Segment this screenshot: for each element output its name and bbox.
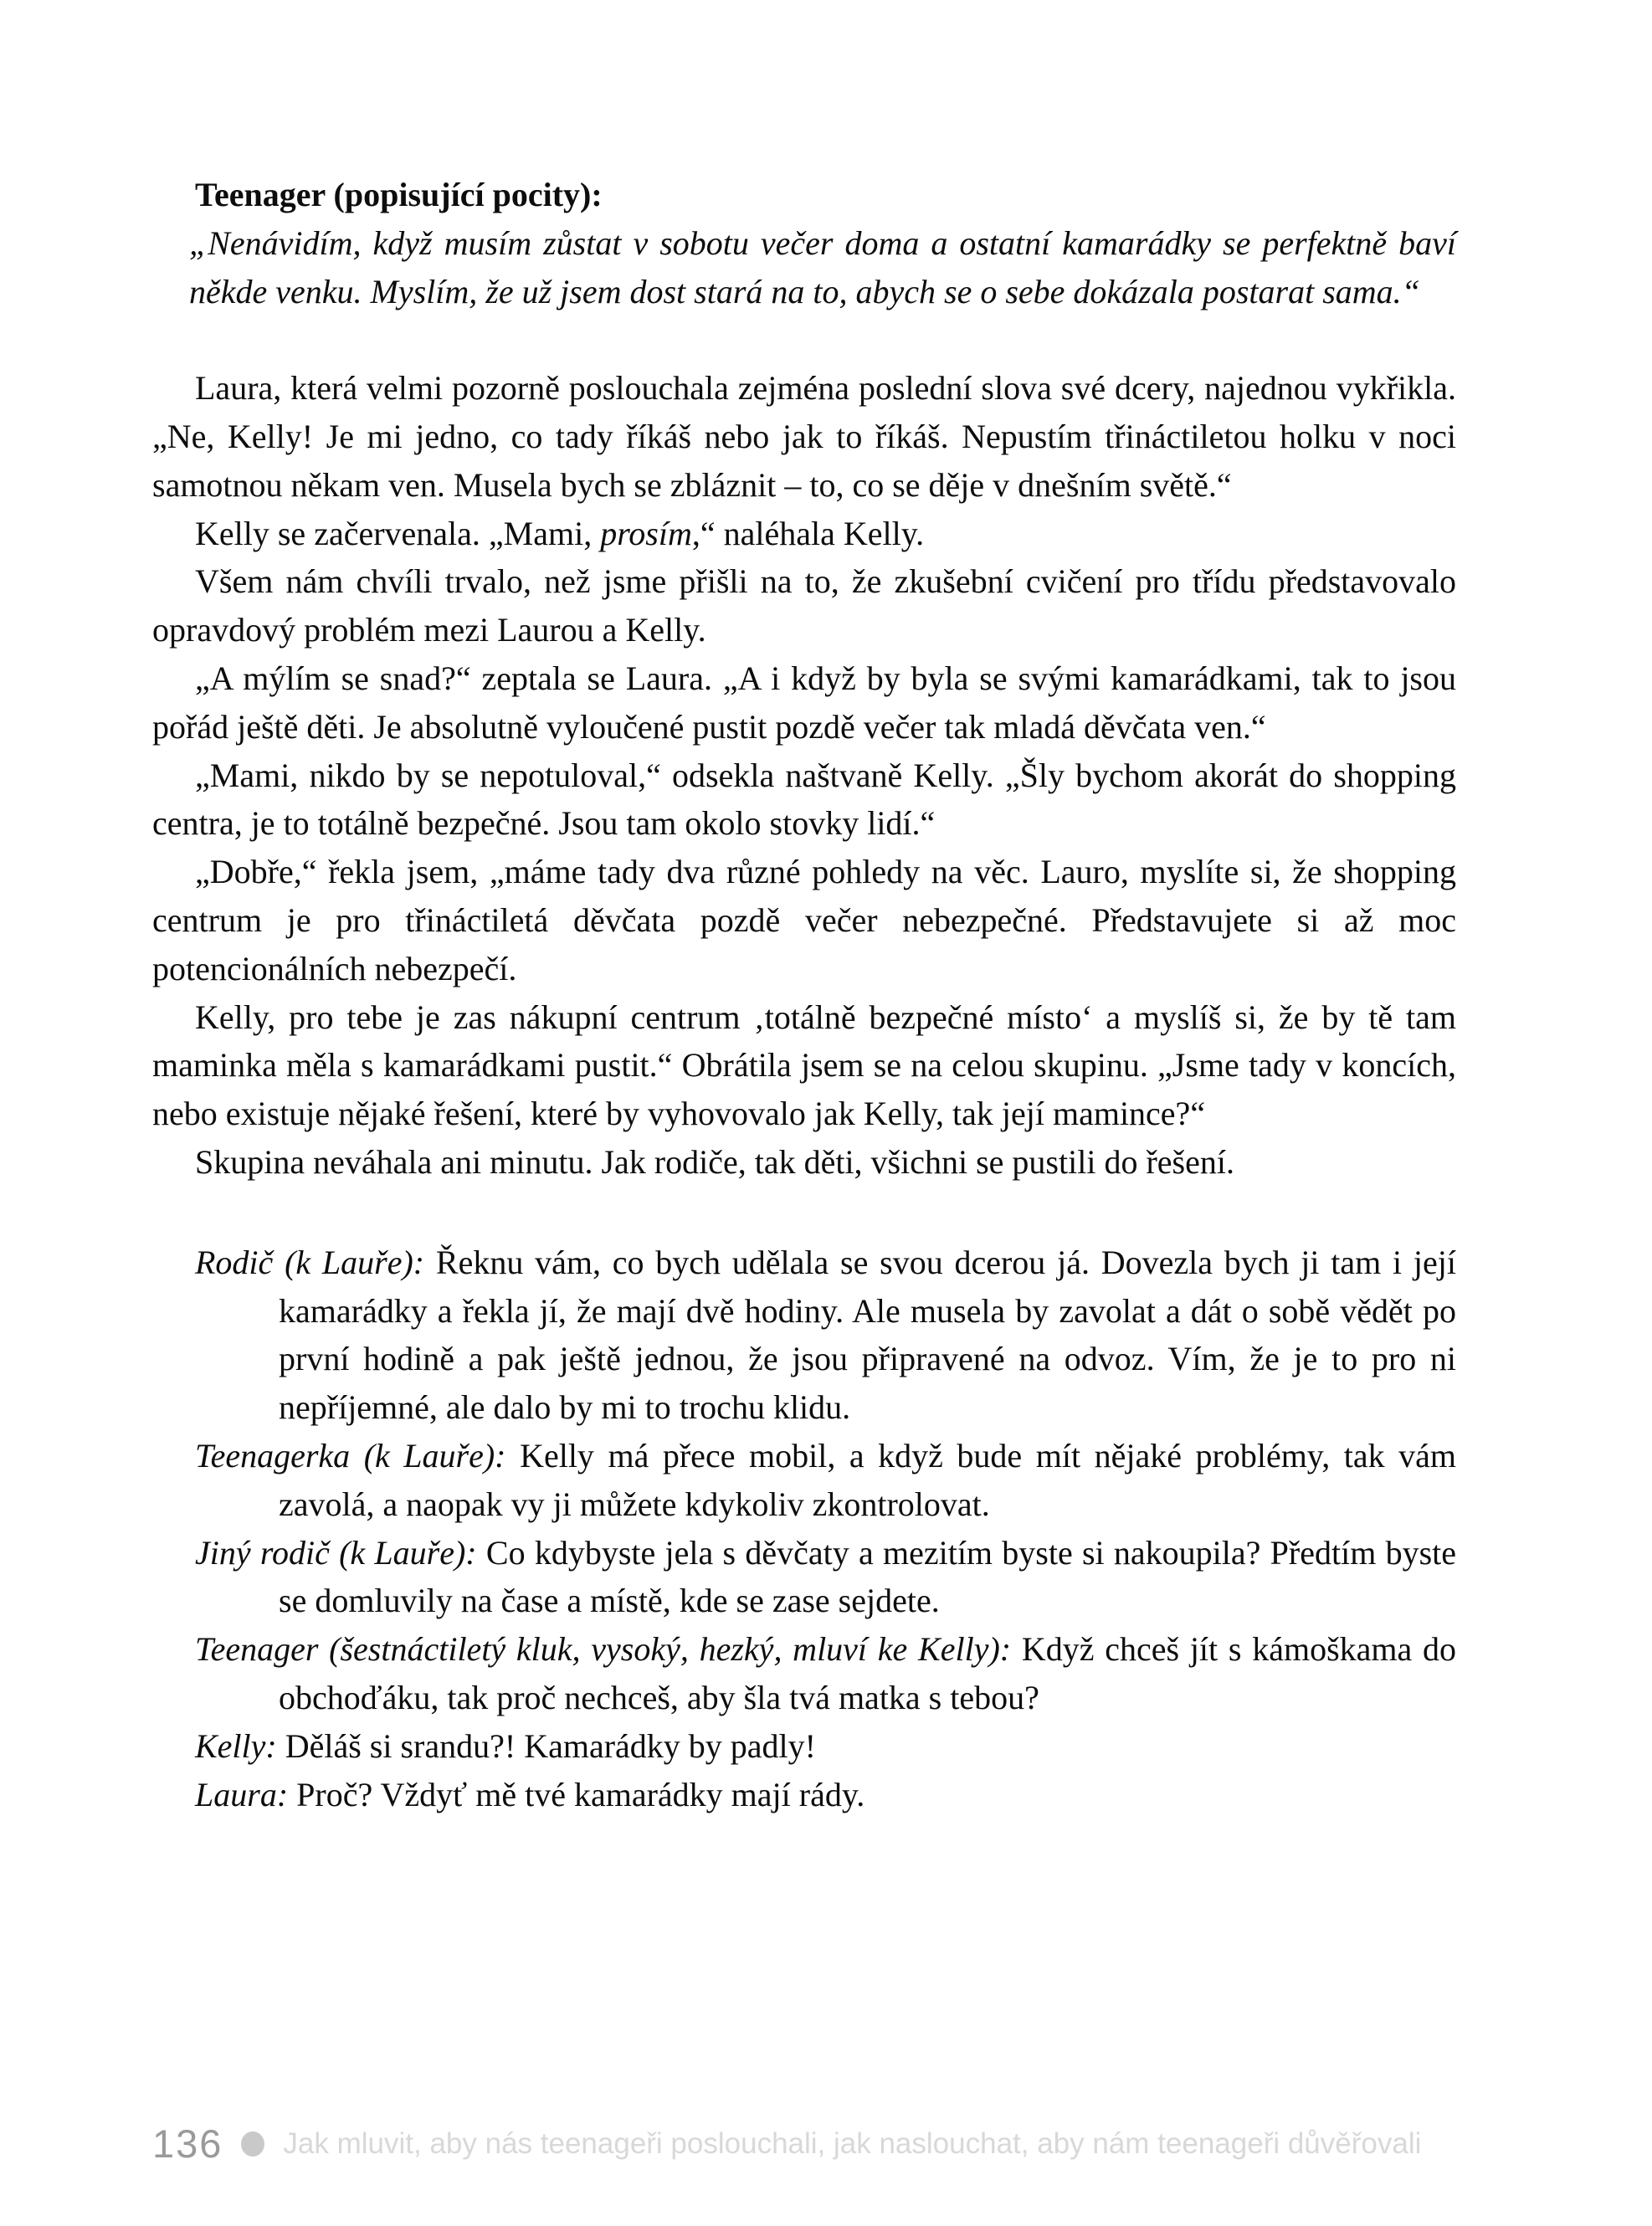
paragraph: Skupina neváhala ani minutu. Jak rodiče, tak děti, všichni se pustili do řešení. [195, 1142, 1234, 1181]
paragraph: Kelly, pro tebe je zas nákupní centrum ‚totálně bezpečné místo‘ a myslíš si, že by tě tam maminka měla s kamarádkami pustit.“ Obrátila jsem se na celou skupinu. „Jsme tady v koncích, nebo existuje nějaké řešení, které by vyhovovalo jak Kelly, tak její mamince?“ [152, 998, 1456, 1133]
paragraph: „Mami, nikdo by se nepotuloval,“ odsekla naštvaně Kelly. „Šly bychom akorát do shopping centra, je to totálně bezpečné. Jsou tam okolo stovky lidí.“ [152, 756, 1456, 843]
dialogue-text: Děláš si srandu?! Kamarádky by padly! [285, 1726, 816, 1765]
section-heading: Teenager (popisující pocity): [195, 176, 603, 213]
teenager-quote: „Nenávidím, když musím zůstat v sobotu večer doma a ostatní kamarádky se perfektně baví někde venku. Myslím, že už jsem dost stará na to, abych se o sebe dokázala postarat sama.“ [189, 223, 1456, 310]
text-column [152, 171, 1456, 1818]
paragraph: „A mýlím se snad?“ zeptala se Laura. „A i když by byla se svými kamarádkami, tak to jsou pořád ještě děti. Je absolutně vyloučené pustit pozdě večer tak mladá děvčata ven.“ [152, 659, 1456, 746]
dialogue-entry [152, 1722, 1456, 1771]
dialogue-text: Kelly má přece mobil, a když bude mít nějaké problémy, tak vám zavolá, a naopak vy ji můžete kdykoliv zkontrolovat. [279, 1436, 1457, 1523]
dialogue-text: Když chceš jít s kámoškama do obchoďáku, tak proč nechceš, aby šla tvá matka s tebou? [279, 1630, 1457, 1716]
paragraph: „Dobře,“ řekla jsem, „máme tady dva různé pohledy na věc. Lauro, myslíte si, že shopping centrum je pro třináctiletá děvčata pozdě večer nebezpečné. Představujete si až moc potencionálních nebezpečí. [152, 853, 1456, 987]
dialogue-text: Co kdybyste jela s děvčaty a mezitím byste si nakoupila? Předtím byste se domluvily na čase a místě, kde se zase sejdete. [279, 1533, 1457, 1620]
emphasized-word: prosím [600, 514, 692, 552]
speaker-label: Rodič (k Lauře): [195, 1243, 425, 1281]
speaker-label: Teenager (šestnáctiletý kluk, vysoký, hezký, mluví ke Kelly): [195, 1630, 1012, 1669]
footer-dot-icon [241, 2131, 264, 2157]
dialogue-entry [152, 1432, 1456, 1529]
speaker-label: Laura: [195, 1775, 289, 1813]
paragraph-text: Kelly se začervenala. „Mami, [195, 514, 601, 552]
dialogue-text: Řeknu vám, co bych udělala se svou dcerou já. Dovezla bych ji tam i její kamarádky a řekla jí, že mají dvě hodiny. Ale musela by zavolat a dát o sobě vědět po první hodině a pak ještě jednou, že jsou připravené na odvoz. Vím, že je to pro ni nepříjemné, ale dalo by mi to trochu klidu. [279, 1243, 1456, 1427]
dialogue-entry [152, 1625, 1456, 1722]
paragraph [152, 510, 1456, 558]
dialogue-text: Proč? Vždyť mě tvé kamarádky mají rády. [296, 1775, 865, 1813]
paragraph: Laura, která velmi pozorně poslouchala zejména poslední slova své dcery, najednou vykřikla. „Ne, Kelly! Je mi jedno, co tady říkáš nebo jak to říkáš. Nepustím třináctiletou holku v noci samotnou někam ven. Musela bych se zbláznit – to, co se děje v dnešním světě.“ [152, 369, 1456, 504]
page-footer [152, 2121, 1421, 2167]
running-book-title: Jak mluvit, aby nás teenageři poslouchali, jak naslouchat, aby nám teenageři důvěřovali [283, 2126, 1422, 2160]
page-number: 136 [152, 2121, 223, 2166]
speaker-label: Teenagerka (k Lauře): [195, 1436, 506, 1475]
dialogue-entry [152, 1771, 1456, 1819]
dialogue-entry [152, 1239, 1456, 1432]
paragraph: Všem nám chvíli trvalo, než jsme přišli na to, že zkušební cvičení pro třídu představovalo opravdový problém mezi Laurou a Kelly. [152, 562, 1456, 649]
speaker-label: Jiný rodič (k Lauře): [195, 1533, 477, 1572]
dialogue-entry [152, 1529, 1456, 1626]
paragraph-text: ,“ naléhala Kelly. [691, 514, 925, 552]
dialogue-section [152, 1239, 1456, 1819]
speaker-label: Kelly: [195, 1726, 277, 1765]
